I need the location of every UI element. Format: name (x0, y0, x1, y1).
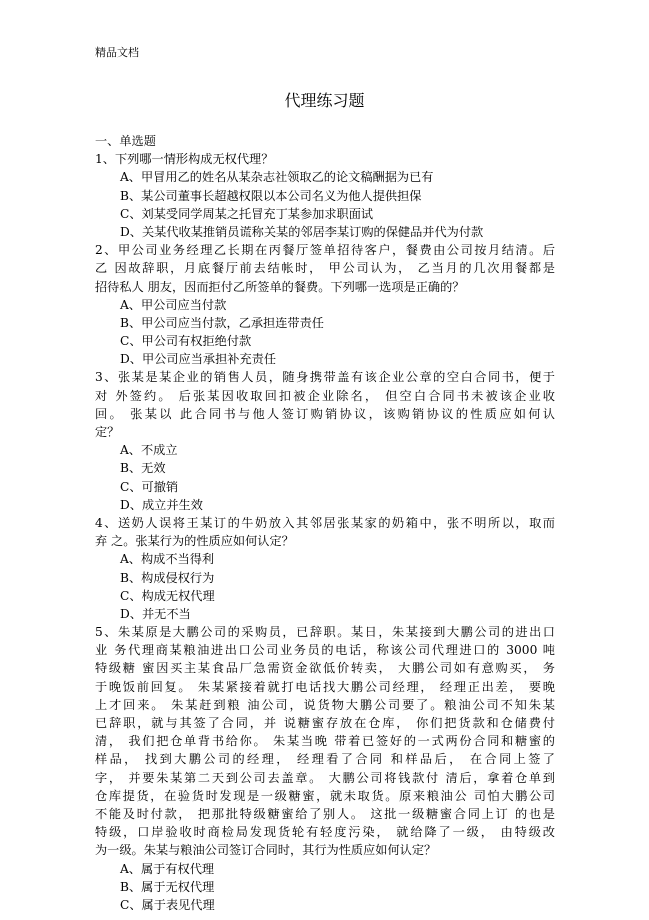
answer-option: B、属于无权代理 (120, 879, 215, 894)
question-text-line: 特级，口岸验收时商检局发现货轮有轻度污染， 就给降了一级， 由特级改 (95, 825, 555, 840)
answer-option: A、属于有权代理 (120, 861, 215, 876)
answer-option: D、关某代收某推销员谎称关某的邻居李某订购的保健品并代为付款 (120, 224, 484, 239)
question-text-line: 4、送奶人误将王某订的牛奶放入其邻居张某家的奶箱中，张不明所以，取而 (95, 515, 555, 530)
answer-option: A、甲公司应当付款 (120, 297, 227, 312)
question-text-line: 仓库提货，在验货时发现是一级糖蜜，就未取货。原来粮油公 司怕大鹏公司 (95, 788, 555, 803)
question-1 (95, 150, 555, 241)
answer-option: C、可撤销 (120, 479, 179, 494)
answer-option: D、成立并生效 (120, 497, 203, 512)
question-4 (95, 514, 555, 623)
question-text-line: 样品， 找到大鹏公司的经理， 经理看了合同 和样品后， 在合同上签了 (95, 752, 555, 767)
question-text-line: 于晚饭前回复。 朱某紧接着就打电话找大鹏公司经理， 经理正出差， 要晚 (95, 679, 555, 694)
question-text-line: 招待私人 朋友，因而拒付乙所签单的餐费。下列哪一选项是正确的？ (95, 279, 465, 294)
answer-option: A、甲冒用乙的姓名从某杂志社领取乙的论文稿酬据为已有 (120, 170, 434, 185)
question-text-line: 已辞职，就与其签了合同，并 说糖蜜存放在仓库， 你们把货款和仓储费付 (95, 716, 555, 730)
question-text-line: 1、下列哪一情形构成无权代理？ (95, 152, 274, 167)
answer-option: C、甲公司有权拒绝付款 (120, 334, 252, 349)
answer-option: B、甲公司应当付款，乙承担连带责任 (120, 315, 324, 330)
answer-option: B、无效 (120, 461, 166, 476)
answer-option: D、并无不当 (120, 606, 191, 621)
question-text-line: 弃 之。张某行为的性质应如何认定？ (95, 534, 294, 549)
page-title: 代理练习题 (284, 91, 365, 110)
question-text-line: 字， 并要朱某第二天到公司去盖章。 大鹏公司将钱款付 清后，拿着仓单到 (95, 770, 555, 785)
question-text-line: 2、甲公司业务经理乙长期在丙餐厅签单招待客户，餐费由公司按月结清。后 (95, 243, 555, 258)
question-3 (95, 368, 555, 514)
section-heading: 一、单选题 (95, 134, 156, 148)
question-text-line: 定？ (95, 425, 120, 439)
question-text-line: 为一级。朱某与粮油公司签订合同时，其行为性质应如何认定？ (95, 843, 437, 858)
question-2 (95, 241, 555, 368)
answer-option: D、甲公司应当承担补充责任 (120, 352, 277, 367)
question-text-line: 清， 我们把仓单背书给你。 朱某当晚 带着已签好的一式两份合同和糖蜜的 (95, 734, 555, 749)
answer-option: A、构成不当得利 (120, 552, 215, 567)
page-header: 精品文档 (95, 46, 139, 59)
question-5 (95, 623, 555, 914)
answer-option: B、某公司董事长超越权限以本公司名义为他人提供担保 (120, 188, 422, 203)
question-text-line: 上才回来。 朱某赶到粮 油公司，说货物大鹏公司要了。粮油公司不知朱某 (95, 697, 555, 712)
question-text-line: 业 务代理商某粮油进出口公司业务员的电话，称该公司代理进口的 3000 吨 (95, 643, 555, 658)
answer-option: C、属于表见代理 (120, 897, 215, 912)
question-text-line: 不能及时付款， 把那批特级糖蜜给了别人。 这批一级糖蜜合同上订 的也是 (95, 806, 555, 821)
question-text-line: 3、张某是某企业的销售人员，随身携带盖有该企业公章的空白合同书，便于 (95, 370, 555, 385)
answer-option: C、构成无权代理 (120, 588, 215, 603)
question-text-line: 5、朱某原是大鹏公司的采购员，已辞职。某日，朱某接到大鹏公司的进出口 (95, 625, 555, 640)
answer-option: C、刘某受同学周某之托冒充丁某参加求职面试 (120, 206, 374, 221)
answer-option: A、不成立 (120, 443, 178, 458)
question-text-line: 乙 因故辞职，月底餐厅前去结帐时， 甲公司认为， 乙当月的几次用餐都是 (95, 261, 555, 276)
question-text-line: 特级糖 蜜因买主某食品厂急需资金欲低价转卖， 大鹏公司如有意购买， 务 (95, 661, 555, 676)
answer-option: B、构成侵权行为 (120, 570, 215, 585)
question-list (95, 150, 555, 914)
question-text-line: 对 外签约。 后张某因收取回扣被企业除名， 但空白合同书未被该企业收 (95, 388, 555, 403)
question-text-line: 回。 张某以 此合同书与他人签订购销协议，该购销协议的性质应如何认 (95, 406, 555, 421)
document-body (95, 132, 555, 914)
